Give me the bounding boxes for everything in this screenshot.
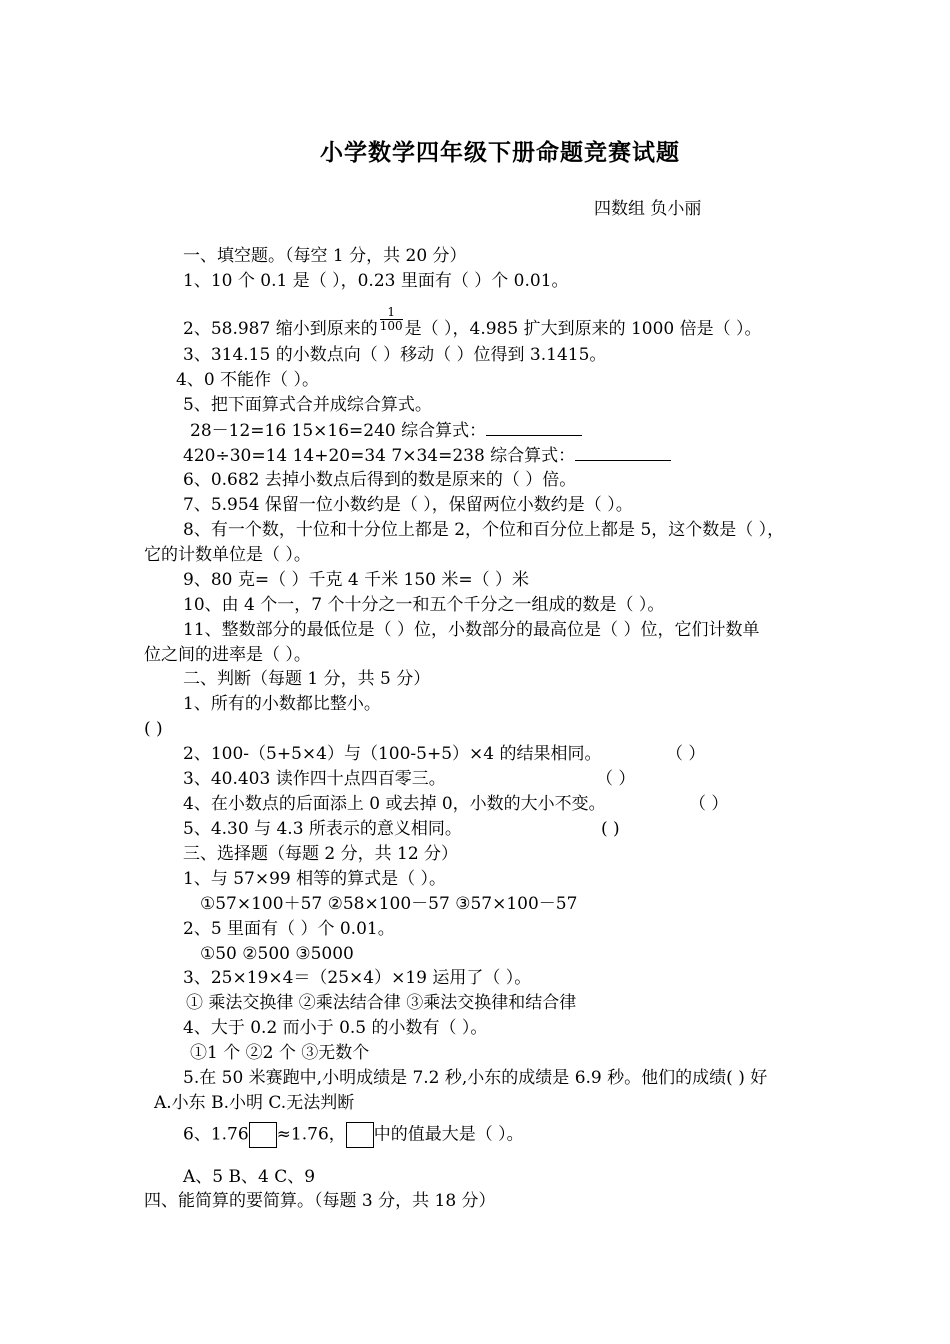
s3-question-4: 4、大于 0.2 而小于 0.5 的小数有（ ）。 (183, 1018, 488, 1038)
s3-options-2: ①50 ②500 ③5000 (200, 944, 354, 964)
s1-question-4: 4、0 不能作（ ）。 (176, 370, 319, 390)
s2-answer-paren-4: （ ） (689, 794, 729, 814)
s2-question-2: 2、100-（5+5×4）与（100-5+5）×4 的结果相同。 (183, 744, 602, 764)
s1-question-5-row1: 28－12=16 15×16=240 综合算式： (190, 419, 582, 442)
answer-blank (575, 444, 671, 461)
s3-options-6: A、5 B、4 C、9 (183, 1167, 316, 1187)
s2-question-1: 1、所有的小数都比整小。 (183, 694, 381, 714)
s2-answer-paren-2: （ ） (666, 744, 706, 764)
s1-question-9: 9、80 克=（ ）千克 4 千米 150 米=（ ）米 (183, 570, 530, 590)
fraction: $\frac{1}{100}$ (379, 305, 403, 333)
s1-question-7: 7、5.954 保留一位小数约是（ ），保留两位小数约是（ ）。 (183, 495, 633, 515)
s2-answer-paren-1: ( ) (144, 719, 163, 739)
s3-options-4: ①1 个 ②2 个 ③无数个 (190, 1043, 370, 1063)
s2-question-4: 4、在小数点的后面添上 0 或去掉 0，小数的大小不变。 (183, 794, 606, 814)
answer-box (346, 1122, 374, 1148)
section3-heading: 三、选择题（每题 2 分，共 12 分） (183, 844, 459, 864)
s3-question-5: 5.在 50 米赛跑中,小明成绩是 7.2 秒,小东的成绩是 6.9 秒。他们的成绩( ) 好 (183, 1068, 768, 1088)
s1-question-8-cont: 它的计数单位是（ ）。 (144, 545, 311, 565)
s2-answer-paren-3: （ ） (596, 769, 636, 789)
s2-question-3: 3、40.403 读作四十点四百零三。 (183, 769, 446, 789)
s1-question-10: 10、由 4 个一，7 个十分之一和五个千分之一组成的数是（ ）。 (183, 595, 665, 615)
s2-question-5: 5、4.30 与 4.3 所表示的意义相同。 (183, 819, 462, 839)
s1-question-1: 1、10 个 0.1 是（ ），0.23 里面有（ ）个 0.01。 (183, 271, 569, 291)
s3-options-3: ① 乘法交换律 ②乘法结合律 ③乘法交换律和结合律 (186, 993, 577, 1013)
section2-heading: 二、判断（每题 1 分，共 5 分） (183, 669, 431, 689)
s1-question-8: 8、有一个数，十位和十分位上都是 2，个位和百分位上都是 5，这个数是（ ）， (183, 520, 785, 540)
s3-options-1: ①57×100＋57 ②58×100－57 ③57×100－57 (200, 894, 578, 914)
s3-question-2: 2、5 里面有（ ）个 0.01。 (183, 919, 395, 939)
s2-answer-paren-5: ( ) (601, 819, 620, 839)
s1-question-11: 11、整数部分的最低位是（ ）位，小数部分的最高位是（ ）位，它们计数单 (183, 620, 760, 640)
s1-question-5: 5、把下面算式合并成综合算式。 (183, 395, 432, 415)
s1-question-6: 6、0.682 去掉小数点后得到的数是原来的（ ）倍。 (183, 470, 577, 490)
s1-question-11-cont: 位之间的进率是（ ）。 (144, 645, 311, 665)
s3-options-5: A.小东 B.小明 C.无法判断 (154, 1093, 355, 1113)
s3-question-6: 6、1.76 ≈1.76， 中的值最大是（ ）。 (183, 1122, 524, 1148)
section1-heading: 一、填空题。（每空 1 分，共 20 分） (183, 246, 467, 266)
answer-blank (486, 419, 582, 436)
s3-question-3: 3、25×19×4＝（25×4）×19 运用了（ ）。 (183, 968, 532, 988)
s3-question-1: 1、与 57×99 相等的算式是（ ）。 (183, 869, 447, 889)
answer-box (249, 1122, 277, 1148)
s1-question-5-row2: 420÷30=14 14+20=34 7×34=238 综合算式： (183, 444, 671, 467)
s1-question-3: 3、314.15 的小数点向（ ）移动（ ）位得到 3.1415。 (183, 345, 607, 365)
author-line: 四数组 负小丽 (594, 199, 702, 219)
section4-heading: 四、能简算的要简算。（每题 3 分，共 18 分） (144, 1191, 496, 1211)
page-title: 小学数学四年级下册命题竞赛试题 (320, 139, 680, 166)
s1-question-2: 2、58.987 缩小到原来的 $\frac{1}{100}$ 是（ ），4.985 扩大到原来的 1000 倍是（ ）。 (183, 305, 762, 339)
